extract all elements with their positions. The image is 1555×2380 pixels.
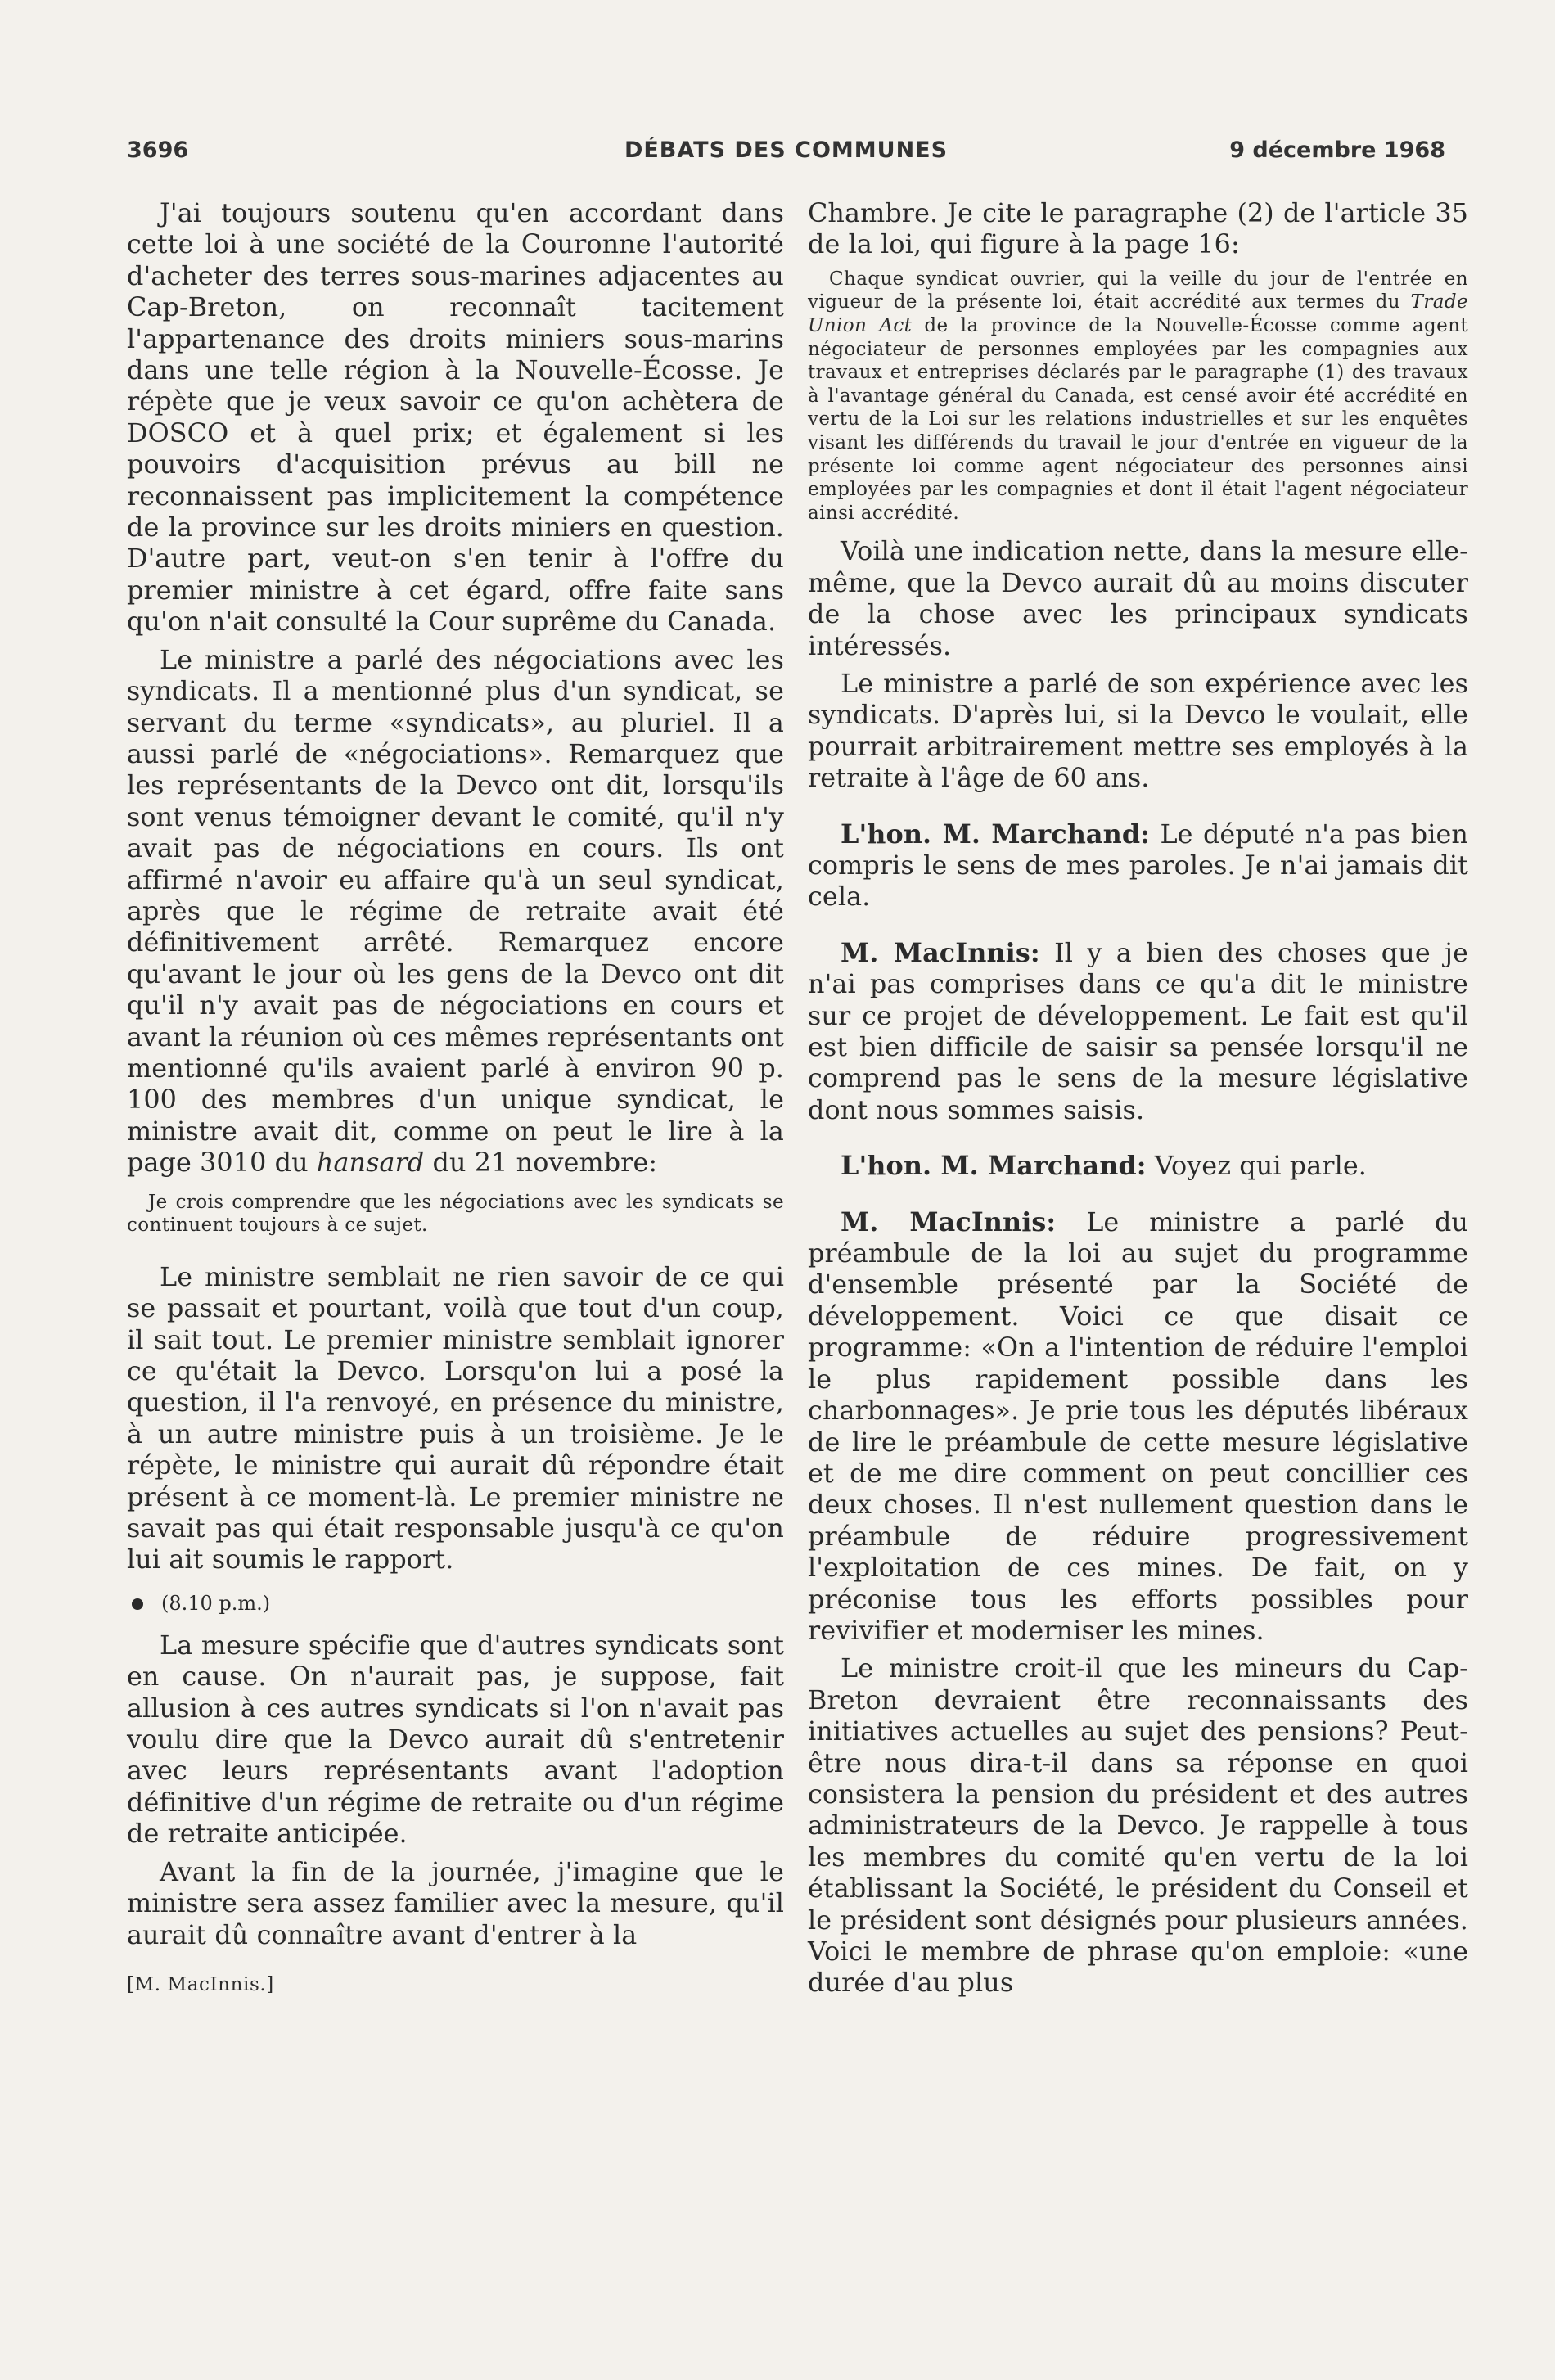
time-marker-text: (8.10 p.m.): [161, 1591, 271, 1615]
speech-text: Il y a bien des choses que je n'ai pas comprises dans ce qu'a dit le ministre sur ce projet de développement. Le fait est qu'il est bien difficile de saisir sa pensée lorsqu'il ne comprend pas le sens de la mesure législative dont nous sommes saisis.: [808, 937, 1468, 1125]
speech: [808, 819, 1468, 913]
time-marker: [127, 1588, 784, 1619]
speaker-name: M. MacInnis:: [841, 937, 1040, 968]
speech: [808, 938, 1468, 1126]
speaker-name: L'hon. M. Marchand:: [841, 818, 1151, 850]
page-date: 9 décembre 1968: [1229, 137, 1445, 163]
block-quote: [808, 268, 1468, 525]
page-header: [127, 137, 1445, 174]
speaker-attribution: [M. MacInnis.]: [127, 1973, 274, 1995]
speech-text: Le ministre a parlé du préambule de la loi au sujet du programme d'ensemble présenté par la Société de développement. Voici ce que disait ce programme: «On a l'intention de réduire l'emploi le plus rapidement possible dans les charbonnages». Je prie tous les députés libéraux de lire le préambule de cette mesure législative et de me dire comment on peut concillier ces deux choses. Il n'est nullement question dans le préambule de réduire progressivement l'exploitation de ces mines. De fait, on y préconise tous les efforts possibles pour revivifier et moderniser les mines.: [808, 1206, 1468, 1646]
speaker-name: M. MacInnis:: [841, 1206, 1057, 1237]
act-name-italic: Trade Union Act: [808, 291, 1469, 336]
hansard-italic: hansard: [316, 1147, 425, 1179]
speech: [808, 1151, 1468, 1182]
paragraph: Voilà une indication nette, dans la mesure elle-même, que la Devco aurait dû au moins discuter de la chose avec les principaux syndicats intéressés.: [808, 536, 1468, 661]
quote-text: Chaque syndicat ouvrier, qui la veille du jour de l'entrée en vigueur de la présente loi, était accrédité aux termes du: [808, 268, 1468, 313]
speech-text: Le député n'a pas bien compris le sens de mes paroles. Je n'ai jamais dit cela.: [808, 818, 1468, 913]
page-number: 3696: [127, 137, 189, 163]
paragraph: Le ministre croit-il que les mineurs du Cap-Breton devraient être reconnaissants des initiatives actuelles au sujet des pensions? Peut-être nous dira-t-il dans sa réponse en quoi consistera la pension du président et des autres administrateurs de la Devco. Je rappelle à tous les membres du comité qu'en vertu de la loi établissant la Société, le président du Conseil et le président sont désignés pour plusieurs années. Voici le membre de phrase qu'on emploie: «une durée d'au plus: [808, 1653, 1468, 1999]
speaker-name: L'hon. M. Marchand:: [841, 1151, 1147, 1182]
speech-text: Voyez qui parle.: [1154, 1151, 1368, 1182]
paragraph: Le ministre a parlé de son expérience avec les syndicats. D'après lui, si la Devco le voulait, elle pourrait arbitrairement mettre ses employés à la retraite à l'âge de 60 ans.: [808, 668, 1468, 794]
block-quote: Je crois comprendre que les négociations avec les syndicats se continuent toujours à ce sujet.: [127, 1191, 784, 1237]
paragraph: Chambre. Je cite le paragraphe (2) de l'article 35 de la loi, qui figure à la page 16:: [808, 198, 1468, 260]
paragraph: J'ai toujours soutenu qu'en accordant dans cette loi à une société de la Couronne l'autorité d'acheter des terres sous-marines adjacentes au Cap-Breton, on reconnaît tacitement l'appartenance des droits miniers sous-marins dans une telle région à la Nouvelle-Écosse. Je répète que je veux savoir ce qu'on achètera de DOSCO et à quel prix; et également si les pouvoirs d'acquisition prévus au bill ne reconnaissent pas implicitement la compétence de la province sur les droits miniers en question. D'autre part, veut-on s'en tenir à l'offre du premier ministre à cet égard, offre faite sans qu'on n'ait consulté la Cour suprême du Canada.: [127, 198, 784, 638]
paragraph: La mesure spécifie que d'autres syndicats sont en cause. On n'aurait pas, je suppose, fait allusion à ces autres syndicats si l'on n'avait pas voulu dire que la Devco aurait dû s'entretenir avec leurs représentants avant l'adoption définitive d'un régime de retraite ou d'un régime de retraite anticipée.: [127, 1629, 784, 1850]
quote-text: de la province de la Nouvelle-Écosse comme agent négociateur de personnes employées par les compagnies aux travaux et entreprises déclarés par le paragraphe (1) des travaux à l'avantage général du Canada, est censé avoir été accrédité en vertu de la Loi sur les relations industrielles et sur les enquêtes visant les différends du travail le jour d'entrée en vigueur de la présente loi comme agent négociateur des personnes ainsi employées par les compagnies et dont il était l'agent négociateur ainsi accrédité.: [808, 315, 1469, 524]
paragraph: Avant la fin de la journée, j'imagine que le ministre sera assez familier avec la mesure, qu'il aurait dû connaître avant d'entrer à la: [127, 1856, 784, 1950]
publication-title: DÉBATS DES COMMUNES: [624, 137, 949, 163]
paragraph: Le ministre semblait ne rien savoir de ce qui se passait et pourtant, voilà que tout d'un coup, il sait tout. Le premier ministre semblait ignorer ce qu'était la Devco. Lorsqu'on lui a posé la question, il l'a renvoyé, en présence du ministre, à un autre ministre puis à un troisième. Je le répète, le ministre qui aurait dû répondre était présent à ce moment-là. Le premier ministre ne savait pas qui était responsable jusqu'à ce qu'on lui ait soumis le rapport.: [127, 1261, 784, 1575]
left-column: [127, 198, 784, 1997]
bullet-icon: [132, 1598, 143, 1610]
right-column: [808, 198, 1468, 1999]
paragraph-text: Le ministre a parlé des négociations avec les syndicats. Il a mentionné plus d'un syndicat, se servant du terme «syndicats», au pluriel. Il a aussi parlé de «négociations». Remarquez que les représentants de la Devco ont dit, lorsqu'ils sont venus témoigner devant le comité, qu'il n'y avait pas de négociations en cours. Ils ont affirmé n'avoir eu affaire qu'à un seul syndicat, après que le régime de retraite avait été définitivement arrêté. Remarquez encore qu'avant le jour où les gens de la Devco ont dit qu'il n'y avait pas de négociations en cours et avant la réunion où ces mêmes représentants ont mentionné qu'ils avaient parlé à environ 90 p. 100 des membres d'un unique syndicat, le ministre avait dit, comme on peut le lire à la page 3010 du: [127, 644, 785, 1179]
paragraph-text: du 21 novembre:: [432, 1147, 658, 1179]
speech: [808, 1207, 1468, 1648]
paragraph: [127, 645, 784, 1179]
